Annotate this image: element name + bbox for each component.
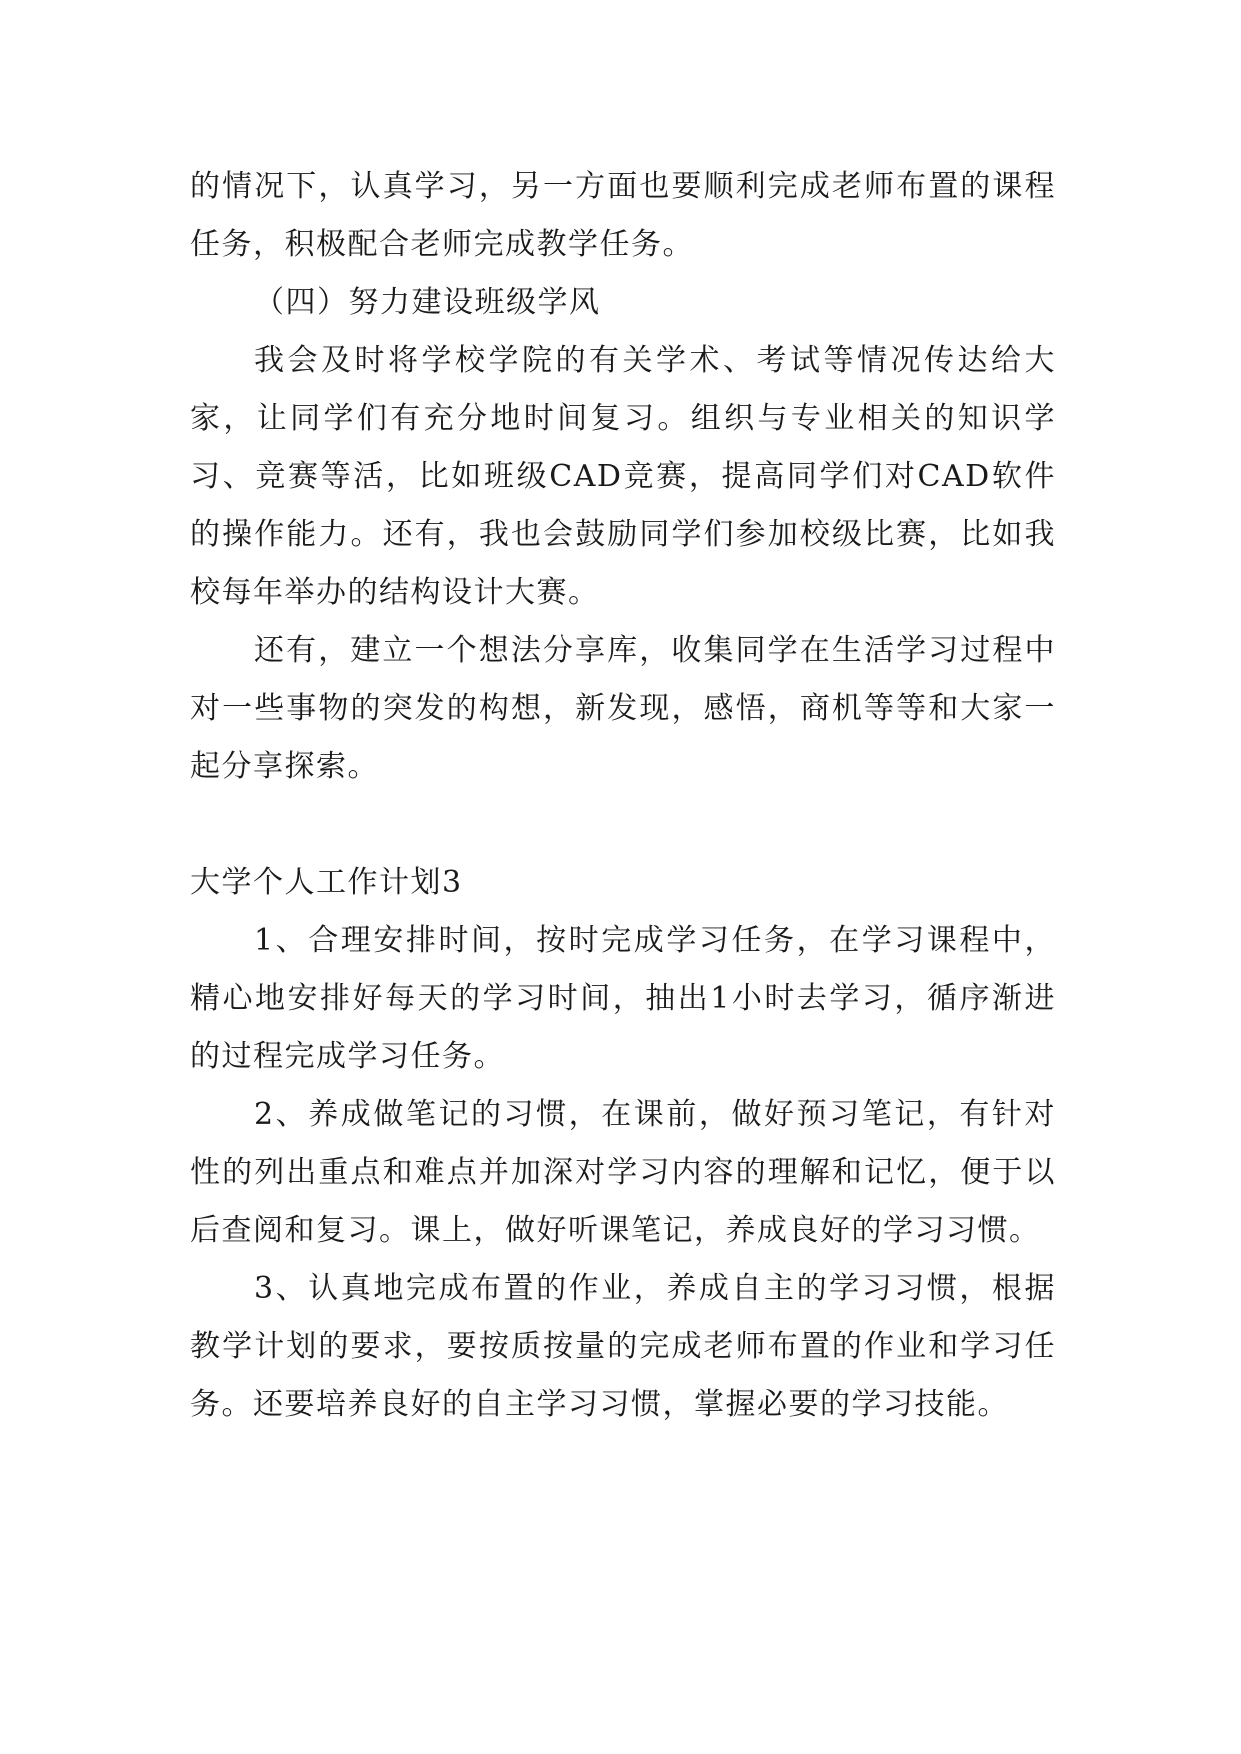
subheading-class-study-style: （四）努力建设班级学风 <box>254 285 601 320</box>
plan-item-1: 1、合理安排时间，按时完成学习任务，在学习课程中，精心地安排好每天的学习时间，抽出1小时去学习，循序渐进的过程完成学习任务。 <box>190 923 1056 1074</box>
section-title-plan-3: 大学个人工作计划3 <box>190 865 463 900</box>
paragraph-class-study: 我会及时将学校学院的有关学术、考试等情况传达给大家，让同学们有充分地时间复习。组织与专业相关的知识学习、竞赛等活，比如班级CAD竞赛，提高同学们对CAD软件的操作能力。还有，我也会鼓励同学们参加校级比赛，比如我校每年举办的结构设计大赛。 <box>190 343 1056 610</box>
section-spacer <box>190 796 1056 854</box>
plan-item-3: 3、认真地完成布置的作业，养成自主的学习习惯，根据教学计划的要求，要按质按量的完成老师布置的作业和学习任务。还要培养良好的自主学习习惯，掌握必要的学习技能。 <box>190 1271 1056 1422</box>
plan-item-2: 2、养成做笔记的习惯，在课前，做好预习笔记，有针对性的列出重点和难点并加深对学习内容的理解和记忆，便于以后查阅和复习。课上，做好听课笔记，养成良好的学习习惯。 <box>190 1097 1056 1248</box>
document-body <box>190 158 1056 1434</box>
paragraph-idea-library: 还有，建立一个想法分享库，收集同学在生活学习过程中对一些事物的突发的构想，新发现，感悟，商机等等和大家一起分享探索。 <box>190 633 1056 784</box>
paragraph-continued: 的情况下，认真学习，另一方面也要顺利完成老师布置的课程任务，积极配合老师完成教学任务。 <box>190 169 1056 262</box>
